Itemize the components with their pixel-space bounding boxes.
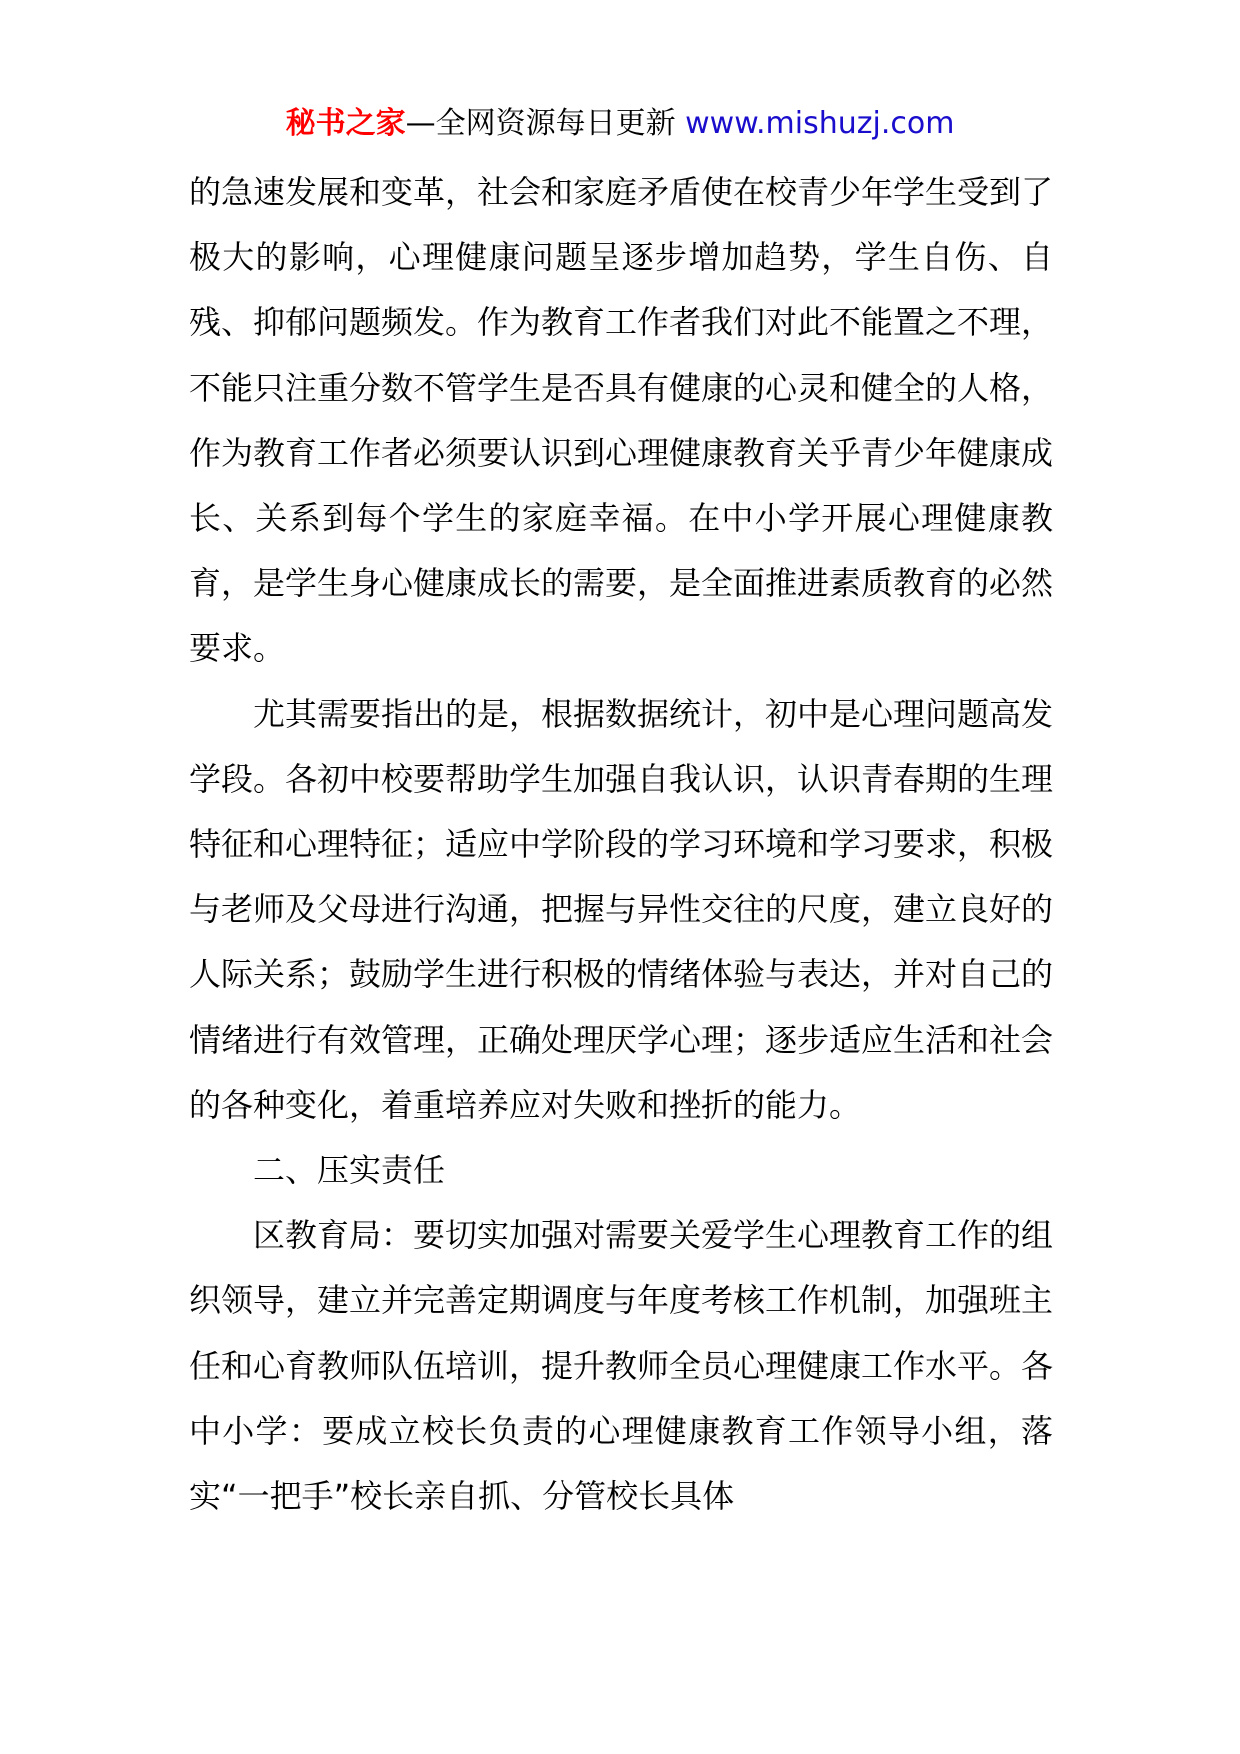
section-heading: 二、压实责任 (253, 1151, 446, 1190)
paragraph-junior-high: 尤其需要指出的是，根据数据统计，初中是心理问题高发学段。各初中校要帮助学生加强自我认识，认识青春期的生理特征和心理特征；适应中学阶段的学习环境和学习要求，积极与老师及父母进行沟通，把握与异性交往的尺度，建立良好的人际关系；鼓励学生进行积极的情绪体验与表达，并对自己的情绪进行有效管理，正确处理厌学心理；逐步适应生活和社会的各种变化，着重培养应对失败和挫折的能力。 (189, 694, 1054, 1124)
paragraph-continuation: 的急速发展和变革，社会和家庭矛盾使在校青少年学生受到了极大的影响，心理健康问题呈逐步增加趋势，学生自伤、自残、抑郁问题频发。作为教育工作者我们对此不能置之不理，不能只注重分数不管学生是否具有健康的心灵和健全的人格，作为教育工作者必须要认识到心理健康教育关乎青少年健康成长、关系到每个学生的家庭幸福。在中小学开展心理健康教育，是学生身心健康成长的需要，是全面推进素质教育的必然要求。 (189, 173, 1054, 668)
brand-name: 秘书之家 (285, 106, 406, 141)
document-body (189, 160, 1053, 1529)
paragraph-responsibility: 区教育局：要切实加强对需要关爱学生心理教育工作的组织领导，建立并完善定期调度与年度考核工作机制，加强班主任和心育教师队伍培训，提升教师全员心理健康工作水平。各中小学：要成立校长负责的心理健康教育工作领导小组，落实“一把手”校长亲自抓、分管校长具体 (189, 1216, 1054, 1516)
site-url-link[interactable]: www.mishuzj.com (685, 106, 955, 141)
header-tagline: —全网资源每日更新 (405, 106, 676, 141)
site-header (0, 100, 1240, 148)
